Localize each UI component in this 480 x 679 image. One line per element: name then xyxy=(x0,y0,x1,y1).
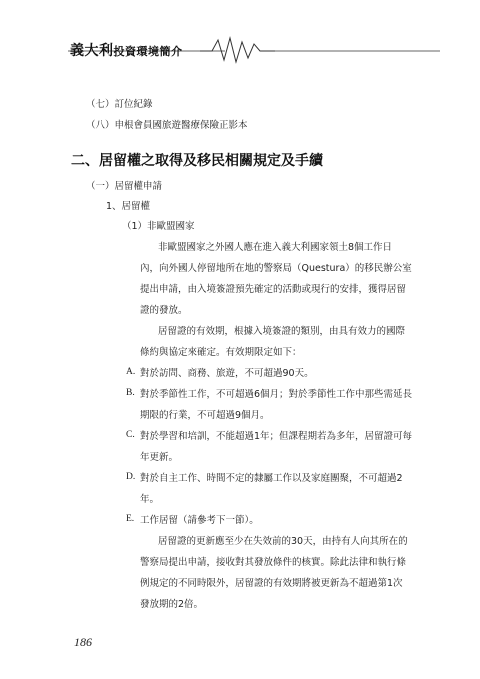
list-item-text: 年。 xyxy=(140,494,160,505)
paragraph-line: 提出申請，由入境簽證預先確定的活動或現行的安排，獲得居留 xyxy=(140,284,407,295)
list-item-text: 年更新。 xyxy=(140,452,179,463)
list-letter: A. xyxy=(126,367,136,377)
page-header xyxy=(0,0,480,70)
category-heading: （1）非歐盟國家 xyxy=(122,221,195,232)
page-number: 186 xyxy=(74,635,92,649)
list-letter: D. xyxy=(126,472,136,482)
header-title-prefix: 義大利 xyxy=(70,43,114,59)
subsection-heading: （一）居留權申請 xyxy=(86,181,163,192)
section-title: 二、居留權之取得及移民相關規定及手續 xyxy=(71,153,323,169)
paragraph-line: 非歐盟國家之外國人應在進入義大利國家領土8個工作日 xyxy=(158,242,393,253)
subsubsection-heading: 1、居留權 xyxy=(106,201,151,212)
list-letter: C. xyxy=(126,430,135,440)
paragraph-line: 條約與協定來確定。有效期限定如下： xyxy=(140,347,302,358)
paragraph-line: 警察局提出申請，接收對其發放條件的核實。除此法律和執行條 xyxy=(140,557,407,568)
paragraph-line: 發放期的2倍。 xyxy=(140,599,204,610)
item-eight: （八）申根會員國旅遊醫療保險正影本 xyxy=(86,120,248,131)
paragraph-line: 居留證的更新應至少在失效前的30天，由持有人向其所在的 xyxy=(158,536,408,547)
paragraph-line: 例規定的不同時限外，居留證的有效期將被更新為不超過第1次 xyxy=(140,578,403,589)
paragraph-line: 居留證的有效期，根據入境簽證的類別，由具有效力的國際 xyxy=(158,326,406,337)
header-title xyxy=(70,40,183,60)
list-item-text: 對於訪問、商務、旅遊，不可超過90天。 xyxy=(140,368,314,379)
list-item-text: 對於季節性工作，不可超過6個月；對於季節性工作中那些需延長 xyxy=(140,389,413,400)
item-seven: （七）訂位紀錄 xyxy=(86,99,153,110)
list-letter: B. xyxy=(126,388,135,398)
list-item-text: 工作居留（請參考下一節）。 xyxy=(140,515,259,526)
paragraph-line: 證的發放。 xyxy=(140,305,188,316)
paragraph-line: 內，向外國人停留地所在地的警察局（Questura）的移民辦公室 xyxy=(140,263,412,274)
header-title-suffix: 投資環境簡介 xyxy=(113,45,183,58)
list-item-text: 對於學習和培訓，不能超過1年；但課程期若為多年，居留證可每 xyxy=(140,431,413,442)
list-item-text: 期限的行業，不可超過9個月。 xyxy=(140,410,270,421)
list-letter: E. xyxy=(126,514,135,524)
list-item-text: 對於自主工作、時間不定的隸屬工作以及家庭團聚，不可超過2 xyxy=(140,473,403,484)
